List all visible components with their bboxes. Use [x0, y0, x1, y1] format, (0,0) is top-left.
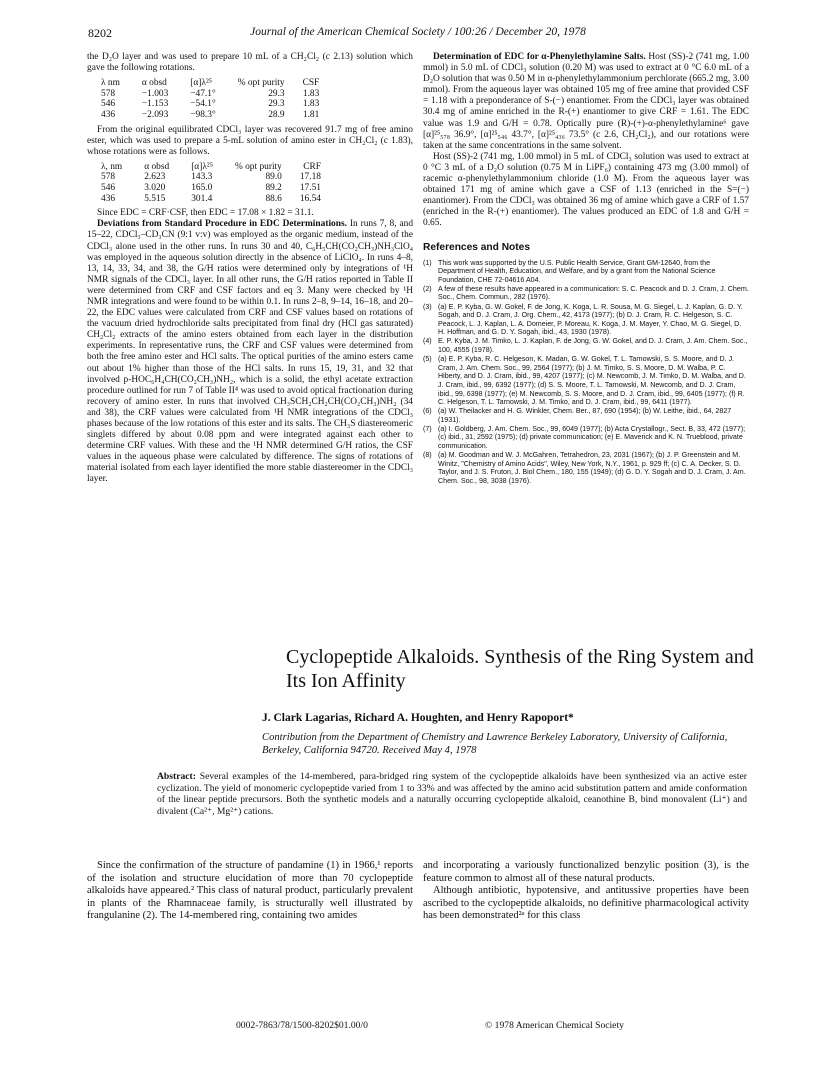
table-row: [101, 183, 339, 194]
deviations-heading: Deviations from Standard Procedure in EDC Determinations.: [97, 219, 347, 230]
reference-number: (2): [423, 284, 432, 293]
table-row: [101, 194, 339, 205]
body-left-column: [87, 860, 413, 923]
journal-citation: Journal of the American Chemical Society / 100:26 / December 20, 1978: [250, 26, 586, 38]
table-cell: −2.093: [141, 109, 169, 120]
table-cell: 29.3: [268, 99, 285, 110]
reference-text: (a) E. P. Kyba, G. W. Gokel, F. de Jong, K. Koga, L. R. Sousa, M. G. Siegel, L. J. Kaplan, G. D. Y. Sogah, and D. J. Cram, J. Org. Chem., 42, 4173 (1977); (b) D. J. Cram, R. C. Helgeson, S. C. Peacock, L. J. Kaplan, L. A. Domeier, P. Moreau, K. Koga, J. M. Mayer, Y. Chao, M. G. Siegel, D. H. Hoffman, and G. D. Y. Sogah, ibid., 43, 1930 (1978).: [438, 302, 743, 337]
table-cell: 546: [101, 99, 116, 110]
reference-item: [423, 285, 749, 302]
table-header-cell: λ nm: [101, 78, 120, 89]
table-cell: 436: [101, 109, 116, 120]
abstract-label: Abstract:: [157, 771, 196, 782]
article-title: Cyclopeptide Alkaloids. Synthesis of the Ring System and Its Ion Affinity: [286, 646, 754, 692]
table-cell: 29.3: [268, 88, 285, 99]
reference-item: [423, 337, 749, 354]
rotation-table-2: [101, 162, 339, 204]
reference-number: (4): [423, 337, 432, 346]
reference-number: (8): [423, 451, 432, 460]
footer-copyright: © 1978 American Chemical Society: [485, 1020, 624, 1031]
table-header-cell: α obsd: [141, 78, 167, 89]
table-cell: 88.6: [265, 193, 282, 204]
edc-amine-paragraph-2: Host (SS)-2 (741 mg, 1.00 mmol) in 5 mL of CDCl₃ solution was used to extract at 0 °C 3 mL of a D₂O solution (0.75 M in LiPF₆) containing 473 mg (3.00 mmol) of racemic α-phenylethylammonium chloride (1.0 M). From the aqueous layer was obtained 171 mg of amine which gave a CSF of 1.13 (enriched in the S=(−) enantiomer). From the CDCl₃ was obtained 36 mg of amine which gave a CRF of 1.57 (enriched in the R-(+) enantiomer). The values produced an EDC of 1.8 and G/H = 0.65.: [423, 151, 749, 229]
abstract-text: Several examples of the 14-membered, para-bridged ring system of the cyclopeptide alkaloids have been synthesized via an active ester cyclization. The yield of monomeric cyclopeptide varied from 1 to 33% and was affected by the amino acid substitution pattern and amide conformation of the linear peptide precursors. Both the synthetic models and a naturally occurring cyclopeptide alkaloid, ceanothine B, bind monovalent (Li⁺) and divalent (Ca²⁺, Mg²⁺) cations.: [157, 771, 747, 817]
table-row: [101, 172, 339, 183]
table-cell: 1.81: [302, 109, 320, 120]
table-cell: 2.623: [144, 172, 166, 183]
table-cell: 1.83: [302, 88, 320, 99]
table-cell: −1.003: [141, 88, 169, 99]
table-cell: 17.51: [299, 183, 321, 194]
table-cell: 89.2: [265, 183, 282, 194]
left-column: [87, 52, 413, 486]
reference-text: E. P. Kyba, J. M. Timko, L. J. Kaplan, F. de Jong, G. W. Gokel, and D. J. Cram, J. Am. Chem. Soc., 100, 4555 (1978).: [438, 337, 748, 355]
table-header-cell: [α]λ²⁵: [190, 78, 213, 89]
body-paragraph: and incorporating a variously functionalized benzylic position (3), is the feature common to almost all of these natural products.: [423, 860, 749, 884]
reference-number: (6): [423, 407, 432, 416]
reference-text: A few of these results have appeared in a communication: S. C. Peacock and D. J. Cram, J. Chem. Soc., Chem. Commun., 282 (1976).: [438, 284, 749, 302]
reference-number: (7): [423, 424, 432, 433]
reference-item: [423, 303, 749, 337]
reference-item: [423, 451, 749, 485]
table-cell: 165.0: [191, 183, 213, 194]
table-row: [101, 89, 337, 100]
footer-issn-code: 0002-7863/78/1500-8202$01.00/0: [236, 1020, 368, 1031]
table-cell: 89.0: [265, 172, 282, 183]
mid-paragraph: From the original equilibrated CDCl₃ layer was recovered 91.7 mg of free amino ester, which was used to prepare a 5-mL solution of amino ester in CH₂Cl₂ (c 1.83), whose rotations were as follows.: [87, 124, 413, 157]
abstract: [157, 771, 747, 817]
reference-text: (a) M. Goodman and W. J. McGahren, Tetrahedron, 23, 2031 (1967); (b) J. P. Greenstein and M. Winitz, "Chemistry of Amino Acids", Wiley, New York, N.Y., 1961, p. 929 ff; (c) C. A. Decker, S. D. Taylor, and J. S. Fruton, J. Biol Chem., 180, 155 (1949); (d) G. D. Y. Sogah and D. J. Cram, J. Am. Chem. Soc., 98, 3038 (1976).: [438, 451, 746, 485]
table-cell: 3.020: [144, 183, 166, 194]
article-authors: J. Clark Lagarias, Richard A. Houghten, and Henry Rapoport*: [262, 712, 574, 724]
reference-text: (a) I. Goldberg, J. Am. Chem. Soc., 99, 6049 (1977); (b) Acta Crystallogr., Sect. B, 33, 472 (1977); (c) ibid., 31, 2592 (1975); (d) private communication; (e) E. Maverick and K. N. Trueblood, private communication.: [438, 424, 746, 451]
deviations-text: In runs 7, 8, and 15–22, CDCl₃–CD₃CN (9:1 v:v) was employed as the organic medium, instead of the CDCl₃ alone used in the other runs. In runs 30 and 40, C₆H₅CH(CO₂CH₃)NH₃ClO₄ was employed in the aqueous solution directly in the absence of LiClO₄. In runs 4–8, 13, 14, 33, 34, and 38, the G/H ratios were determined only by integrations of ¹H NMR signals of the CDCl₃ layer. In all other runs, the G/H ratios reported in Table II were determined from CRF and CSF factors and eq 3. Many were checked by ¹H NMR integrations and were found to be within 0.1. In runs 2–8, 9–14, 16–18, and 20–22, the EDC values were calculated from CRF and CSF values based on rotations of the vacuum dried hydrochloride salts precipitated from final dry (HCl gas saturated) CH₂Cl₂ extracts of the amino esters obtained from each layer in the distribution experiments. In representative runs, the CRF and CSF values were determined from both the free amino ester and HCl salts. The optical purities of the amino esters came out about 1% higher than those of the HCl salts. In runs 15, 19, 31, and 32 that involved p-HOC₆H₄CH(CO₂CH₃)NH₂, which is a solid, the ethyl acetate extraction procedure outlined for run 7 of Table II⁴ was used to avoid optical fractionation during recovery of amino ester. In runs that involved CH₃SCH₂CH₂CH(CO₂CH₃)NH₂ (34 and 38), the CRF values were calculated from ¹H NMR integrations of the CDCl₃ phases because of the low rotations of this ester and its salts. The CH₃S diastereomeric singlets differed by about 0.08 ppm and were integrated against each other to determine CRF values. With these and the ¹H NMR determined G/H ratios, the CSF values in the aqueous phase were calculated by difference. The signs of rotations of material isolated from each layer identified the more stable diastereomer in the CDCl₃ layer.: [87, 219, 414, 485]
edc-amine-paragraph: [423, 52, 749, 152]
edc-amine-text: Host (SS)-2 (741 mg, 1.00 mmol) in 5.0 mL of CDCl₃ solution (0.20 M) was used to extract at 0 °C 6.0 mL of a D₂O solution that was 0.50 M in α-phenylethylammonium perchlorate (665.2 mg, 3.00 mmol). From the aqueous layer was obtained 105 mg of free amine that provided CSF = 1.18 with a preponderance of S-(−) enantiomer. From the CDCl₃ layer was obtained 30.4 mg of amine enriched in the R-(+) enantiomer to give CRF = 1.61. The EDC value was 1.9 and G/H = 0.78. Optically pure (R)-(+)-α-phenylethylamine⁶ gave [α]²⁵₅₇₈ 36.9°, [α]²⁵₅₄₆ 43.7°, [α]²⁵₄₃₆ 73.5° (c 2.6, CH₂Cl₂), and our rotations were taken at the same concentrations in the same solvent.: [423, 52, 750, 151]
table-cell: 578: [101, 88, 116, 99]
table-header-cell: % opt purity: [237, 78, 285, 89]
intro-paragraph: the D₂O layer and was used to prepare 10 mL of a CH₂Cl₂ (c 2.13) solution which gave the following rotations.: [87, 52, 413, 74]
table-row: [101, 110, 337, 121]
table-header-row: [101, 78, 337, 89]
reference-number: (5): [423, 355, 432, 364]
rotation-table-1: [101, 78, 337, 120]
table-cell: −47.1°: [190, 88, 216, 99]
reference-text: This work was supported by the U.S. Public Health Service, Grant GM-12640, from the Department of Health, Education, and Welfare, and by a grant from the National Science Foundation, CHE 72-04616 A04.: [438, 258, 716, 284]
table-header-cell: λ, nm: [101, 161, 123, 172]
table-cell: −54.1°: [190, 99, 216, 110]
reference-item: [423, 425, 749, 451]
body-paragraph: Since the confirmation of the structure of pandamine (1) in 1966,¹ reports of the isolation and structure elucidation of more than 70 cyclopeptide alkaloids have appeared.² This class of natural product, particularly prevalent in plants of the Rhamnaceae family, is structurally well illustrated by frangulanine (2). The 14-membered ring, containing two amides: [87, 860, 413, 922]
body-right-column: [423, 860, 749, 923]
reference-number: (1): [423, 258, 432, 267]
table-header-cell: CRF: [303, 161, 321, 172]
table-cell: 17.18: [299, 172, 321, 183]
body-paragraph: Although antibiotic, hypotensive, and antitussive properties have been ascribed to the cyclopeptide alkaloids, no definitive pharmacological activity has been demonstrated²ᵃ for this class: [423, 885, 749, 922]
table-cell: 301.4: [191, 193, 213, 204]
reference-item: [423, 407, 749, 424]
table-cell: 436: [101, 193, 116, 204]
table-cell: 5.515: [144, 193, 166, 204]
table-header-cell: % opt purity: [234, 161, 282, 172]
table-cell: 1.83: [302, 99, 320, 110]
table-header-cell: CSF: [302, 78, 320, 89]
table-cell: −1.153: [141, 99, 169, 110]
table-cell: −98.3°: [190, 109, 216, 120]
table-header-cell: α obsd: [144, 161, 170, 172]
table-row: [101, 99, 337, 110]
table-cell: 546: [101, 183, 116, 194]
article-affiliation: Contribution from the Department of Chemistry and Lawrence Berkeley Laboratory, University of California, Berkeley, California 94720. Received May 4, 1978: [262, 732, 728, 756]
reference-list: [423, 259, 749, 486]
right-column: [423, 52, 749, 486]
edc-equation-paragraph: Since EDC = CRF·CSF, then EDC = 17.08 × 1.82 = 31.1.: [97, 208, 314, 219]
reference-item: [423, 259, 749, 285]
table-header-cell: [α]λ²⁵: [191, 161, 213, 172]
table-cell: 16.54: [299, 193, 321, 204]
references-heading: References and Notes: [423, 241, 531, 253]
reference-item: [423, 355, 749, 407]
reference-text: (a) W. Theilacker and H. G. Winkler, Chem. Ber., 87, 690 (1954); (b) W. Leithe, ibid., 64, 2827 (1931).: [438, 407, 732, 424]
reference-number: (3): [423, 302, 432, 311]
deviations-paragraph: [87, 219, 413, 485]
edc-amine-heading: Determination of EDC for α-Phenylethylamine Salts.: [433, 52, 646, 62]
table-cell: 143.3: [191, 172, 213, 183]
reference-text: (a) E. P. Kyba, R. C. Helgeson, K. Madan, G. W. Gokel, T. L. Tarnowski, S. S. Moore, and D. J. Cram, J. Am. Chem. Soc., 99, 2564 (1977); (b) J. M. Timko, S. S. Moore, D. M. Walba, P. C. Hiberty, and D. J. Cram, ibid., 99, 4207 (1977); (c) M. Newcomb, J. M. Timko, D. M. Walba, and D. J. Cram, ibid., 99, 6392 (1977); (d) S. S. Moore, T. L. Tarnowski, M. Newcomb, and D. J. Cram, ibid., 99, 6398 (1977); (e) M. Newcomb, S. S. Moore, and D. J. Cram, ibid., 99, 6405 (1977); (f) R. C. Helgeson, T. L. Tarnowski, J. M. Timko, and D. J. Cram, ibid., 99, 6411 (1977).: [438, 355, 746, 407]
table-cell: 28.9: [268, 109, 285, 120]
page-number: 8202: [88, 26, 112, 40]
running-header: [88, 26, 748, 42]
table-cell: 578: [101, 172, 116, 183]
table-header-row: [101, 162, 339, 173]
